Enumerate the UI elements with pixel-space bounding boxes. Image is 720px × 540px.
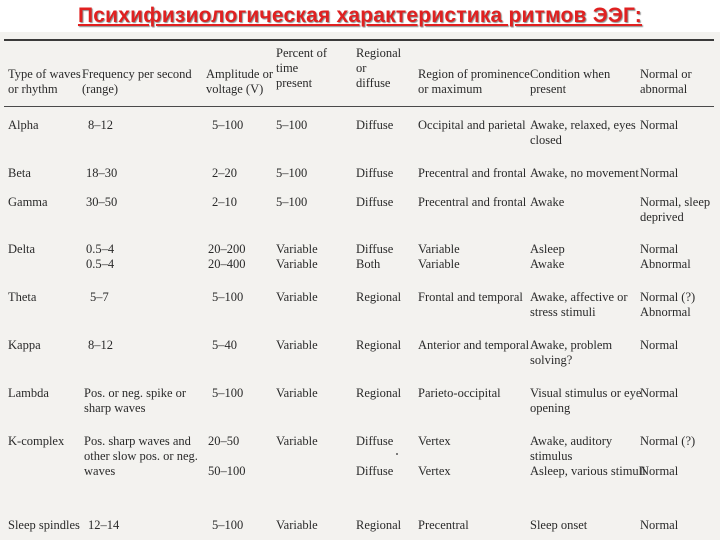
cell-alpha-status: Normal <box>640 118 679 132</box>
cell-alpha-region: Occipital and parietal <box>418 118 526 132</box>
cell-alpha-percent: 5–100 <box>276 118 308 132</box>
cell-lambda-amplitude: 5–100 <box>212 386 244 400</box>
cell-delta-percent: Variable Variable <box>276 242 318 271</box>
cell-kcomplex-condition: Awake, auditory stimulus Asleep, various stimuli <box>530 434 646 478</box>
cell-gamma-status: Normal, sleep deprived <box>640 195 711 224</box>
cell-kcomplex-distribution: Diffuse Diffuse <box>356 434 394 478</box>
cell-spindles-distribution: Regional <box>356 518 402 532</box>
cell-beta-condition: Awake, no movement <box>530 166 639 180</box>
header-normal-abnormal: Normal or abnormal <box>640 67 692 96</box>
cell-lambda-status: Normal <box>640 386 679 400</box>
cell-delta-distribution: Diffuse Both <box>356 242 394 271</box>
cell-gamma-condition: Awake <box>530 195 565 209</box>
cell-kappa-region: Anterior and temporal <box>418 338 530 352</box>
cell-beta-distribution: Diffuse <box>356 166 394 180</box>
cell-kcomplex-frequency: Pos. sharp waves and other slow pos. or neg. waves <box>84 434 198 478</box>
cell-alpha-type: Alpha <box>8 118 39 132</box>
cell-theta-condition: Awake, affective or stress stimuli <box>530 290 628 319</box>
cell-delta-frequency: 0.5–4 0.5–4 <box>86 242 115 271</box>
header-condition: Condition when present <box>530 67 611 96</box>
cell-beta-amplitude: 2–20 <box>212 166 237 180</box>
cell-spindles-condition: Sleep onset <box>530 518 588 532</box>
cell-theta-amplitude: 5–100 <box>212 290 244 304</box>
header-amplitude: Amplitude or voltage (V) <box>206 67 274 96</box>
cell-lambda-percent: Variable <box>276 386 318 400</box>
cell-lambda-distribution: Regional <box>356 386 402 400</box>
cell-alpha-condition: Awake, relaxed, eyes closed <box>530 118 636 147</box>
cell-gamma-frequency: 30–50 <box>86 195 118 209</box>
cell-delta-region: Variable Variable <box>418 242 460 271</box>
cell-gamma-amplitude: 2–10 <box>212 195 237 209</box>
cell-kappa-percent: Variable <box>276 338 318 352</box>
cell-spindles-type: Sleep spindles <box>8 518 80 532</box>
cell-alpha-frequency: 8–12 <box>88 118 113 132</box>
cell-lambda-condition: Visual stimulus or eye opening <box>530 386 642 415</box>
cell-lambda-frequency: Pos. or neg. spike or sharp waves <box>84 386 187 415</box>
cell-beta-region: Precentral and frontal <box>418 166 527 180</box>
eeg-rhythm-table <box>0 32 720 540</box>
slide-title: Психифизиологическая характеристика ритмов ЭЭГ: <box>77 4 643 27</box>
cell-theta-frequency: 5–7 <box>90 290 109 304</box>
cell-spindles-region: Precentral <box>418 518 469 532</box>
cell-delta-type: Delta <box>8 242 36 256</box>
header-region-prominence: Region of prominence or maximum <box>418 67 530 96</box>
cell-kcomplex-region: Vertex Vertex <box>418 434 451 478</box>
cell-gamma-type: Gamma <box>8 195 48 209</box>
cell-kcomplex-percent: Variable <box>276 434 318 448</box>
cell-spindles-frequency: 12–14 <box>88 518 120 532</box>
cell-beta-percent: 5–100 <box>276 166 308 180</box>
cell-kappa-amplitude: 5–40 <box>212 338 237 352</box>
header-percent-time: Percent of time present <box>276 46 328 90</box>
cell-lambda-region: Parieto-occipital <box>418 386 501 400</box>
cell-theta-region: Frontal and temporal <box>418 290 523 304</box>
cell-gamma-distribution: Diffuse <box>356 195 394 209</box>
cell-gamma-percent: 5–100 <box>276 195 308 209</box>
cell-beta-frequency: 18–30 <box>86 166 118 180</box>
cell-lambda-type: Lambda <box>8 386 49 400</box>
cell-kcomplex-type: K-complex <box>8 434 65 448</box>
cell-kappa-type: Kappa <box>8 338 41 352</box>
cell-delta-status: Normal Abnormal <box>640 242 691 271</box>
header-rule <box>4 106 714 107</box>
cell-theta-type: Theta <box>8 290 37 304</box>
scan-speck <box>396 453 398 455</box>
cell-delta-amplitude: 20–200 20–400 <box>208 242 246 271</box>
cell-theta-percent: Variable <box>276 290 318 304</box>
header-regional-diffuse: Regional or diffuse <box>356 46 402 90</box>
cell-theta-distribution: Regional <box>356 290 402 304</box>
header-type: Type of waves or rhythm <box>8 67 81 96</box>
cell-beta-status: Normal <box>640 166 679 180</box>
cell-kappa-distribution: Regional <box>356 338 402 352</box>
cell-kappa-condition: Awake, problem solving? <box>530 338 613 367</box>
cell-spindles-status: Normal <box>640 518 679 532</box>
cell-spindles-amplitude: 5–100 <box>212 518 244 532</box>
cell-kappa-status: Normal <box>640 338 679 352</box>
cell-delta-condition: Asleep Awake <box>530 242 565 271</box>
cell-kappa-frequency: 8–12 <box>88 338 113 352</box>
table-top-rule <box>4 39 714 41</box>
cell-kcomplex-status: Normal (?) Normal <box>640 434 696 478</box>
cell-theta-status: Normal (?) Abnormal <box>640 290 696 319</box>
cell-kcomplex-amplitude: 20–50 50–100 <box>208 434 246 478</box>
cell-alpha-distribution: Diffuse <box>356 118 394 132</box>
header-frequency: Frequency per second (range) <box>82 67 192 96</box>
cell-alpha-amplitude: 5–100 <box>212 118 244 132</box>
cell-spindles-percent: Variable <box>276 518 318 532</box>
cell-beta-type: Beta <box>8 166 31 180</box>
cell-gamma-region: Precentral and frontal <box>418 195 527 209</box>
